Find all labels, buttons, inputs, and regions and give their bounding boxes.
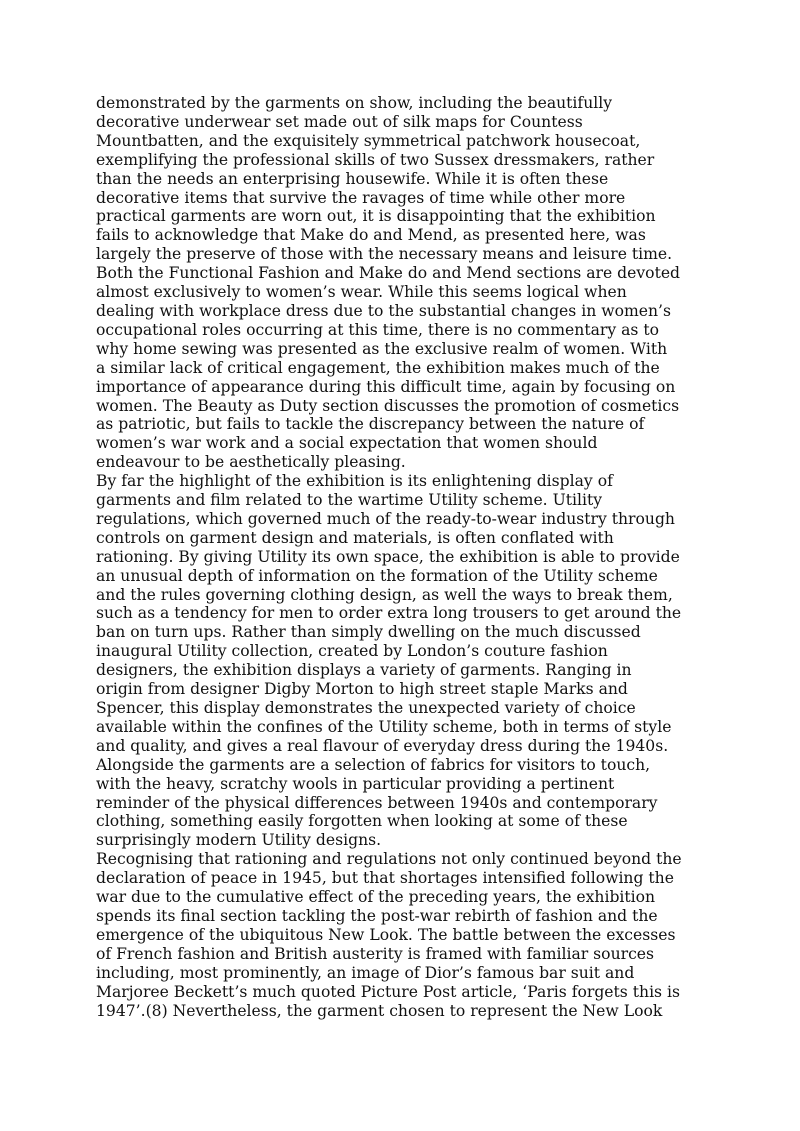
- text-line: declaration of peace in 1945, but that shortages intensified following the: [96, 869, 674, 888]
- text-line: endeavour to be aesthetically pleasing.: [96, 453, 406, 472]
- text-line: an unusual depth of information on the formation of the Utility scheme: [96, 566, 658, 585]
- text-line: of French fashion and British austerity is framed with familiar sources: [96, 944, 655, 963]
- text-line: exemplifying the professional skills of two Sussex dressmakers, rather: [96, 150, 655, 169]
- text-line: decorative underwear set made out of silk maps for Countess: [96, 112, 583, 131]
- text-line: decorative items that survive the ravages of time while other more: [96, 188, 626, 207]
- text-line: inaugural Utility collection, created by London’s couture fashion: [96, 642, 608, 661]
- text-line: including, most prominently, an image of Dior’s famous bar suit and: [96, 963, 635, 982]
- text-line: controls on garment design and materials, is often conflated with: [96, 528, 614, 547]
- text-line: a similar lack of critical engagement, the exhibition makes much of the: [96, 358, 660, 377]
- text-line: emergence of the ubiquitous New Look. The battle between the excesses: [96, 925, 676, 944]
- text-line: why home sewing was presented as the exclusive realm of women. With: [96, 339, 668, 358]
- text-line: practical garments are worn out, it is disappointing that the exhibition: [96, 207, 656, 226]
- text-line: regulations, which governed much of the ready-to-wear industry through: [96, 509, 675, 528]
- text-line: dealing with workplace dress due to the substantial changes in women’s: [96, 301, 671, 320]
- text-line: ban on turn ups. Rather than simply dwelling on the much discussed: [96, 623, 641, 642]
- text-line: By far the highlight of the exhibition is its enlightening display of: [96, 472, 613, 491]
- text-line: Recognising that rationing and regulations not only continued beyond the: [96, 850, 682, 869]
- text-line: war due to the cumulative effect of the preceding years, the exhibition: [96, 888, 656, 907]
- text-line: and the rules governing clothing design, as well the ways to break them,: [96, 585, 673, 604]
- text-line: and quality, and gives a real flavour of everyday dress during the 1940s.: [96, 736, 669, 755]
- text-line: importance of appearance during this difficult time, again by focusing on: [96, 377, 676, 396]
- paragraph-make-do-and-mend: [96, 94, 708, 472]
- text-line: reminder of the physical differences between 1940s and contemporary: [96, 793, 658, 812]
- text-line: occupational roles occurring at this time, there is no commentary as to: [96, 320, 660, 339]
- text-line: rationing. By giving Utility its own space, the exhibition is able to provide: [96, 547, 680, 566]
- text-line: origin from designer Digby Morton to high street staple Marks and: [96, 680, 628, 699]
- text-line: almost exclusively to women’s wear. While this seems logical when: [96, 283, 627, 302]
- text-line: as patriotic, but fails to tackle the discrepancy between the nature of: [96, 415, 645, 434]
- text-line: than the needs an enterprising housewife. While it is often these: [96, 169, 609, 188]
- text-line: designers, the exhibition displays a variety of garments. Ranging in: [96, 661, 632, 680]
- paragraph-utility-scheme: [96, 472, 708, 850]
- text-line: available within the confines of the Utility scheme, both in terms of style: [96, 717, 672, 736]
- document-page: [96, 94, 708, 1020]
- text-line: with the heavy, scratchy wools in particular providing a pertinent: [96, 774, 615, 793]
- text-line: women. The Beauty as Duty section discusses the promotion of cosmetics: [96, 396, 680, 415]
- text-line: Alongside the garments are a selection of fabrics for visitors to touch,: [96, 755, 651, 774]
- text-line: fails to acknowledge that Make do and Mend, as presented here, was: [96, 226, 646, 245]
- text-line: surprisingly modern Utility designs.: [96, 831, 382, 850]
- text-line: clothing, something easily forgotten when looking at some of these: [96, 812, 628, 831]
- text-line: women’s war work and a social expectation that women should: [96, 434, 598, 453]
- text-line: Spencer, this display demonstrates the unexpected variety of choice: [96, 699, 636, 717]
- text-line: 1947’.(8) Nevertheless, the garment chosen to represent the New Look: [96, 1001, 663, 1020]
- text-line: Mountbatten, and the exquisitely symmetrical patchwork housecoat,: [96, 131, 641, 150]
- text-line: demonstrated by the garments on show, including the beautifully: [96, 94, 613, 112]
- text-line: garments and film related to the wartime Utility scheme. Utility: [96, 491, 603, 510]
- paragraph-new-look: [96, 850, 708, 1020]
- text-line: largely the preserve of those with the necessary means and leisure time.: [96, 245, 673, 264]
- text-line: Marjoree Beckett’s much quoted Picture Post article, ‘Paris forgets this is: [96, 982, 681, 1001]
- text-line: such as a tendency for men to order extra long trousers to get around the: [96, 604, 682, 623]
- text-line: Both the Functional Fashion and Make do and Mend sections are devoted: [96, 264, 681, 283]
- text-line: spends its final section tackling the post-war rebirth of fashion and the: [96, 906, 658, 925]
